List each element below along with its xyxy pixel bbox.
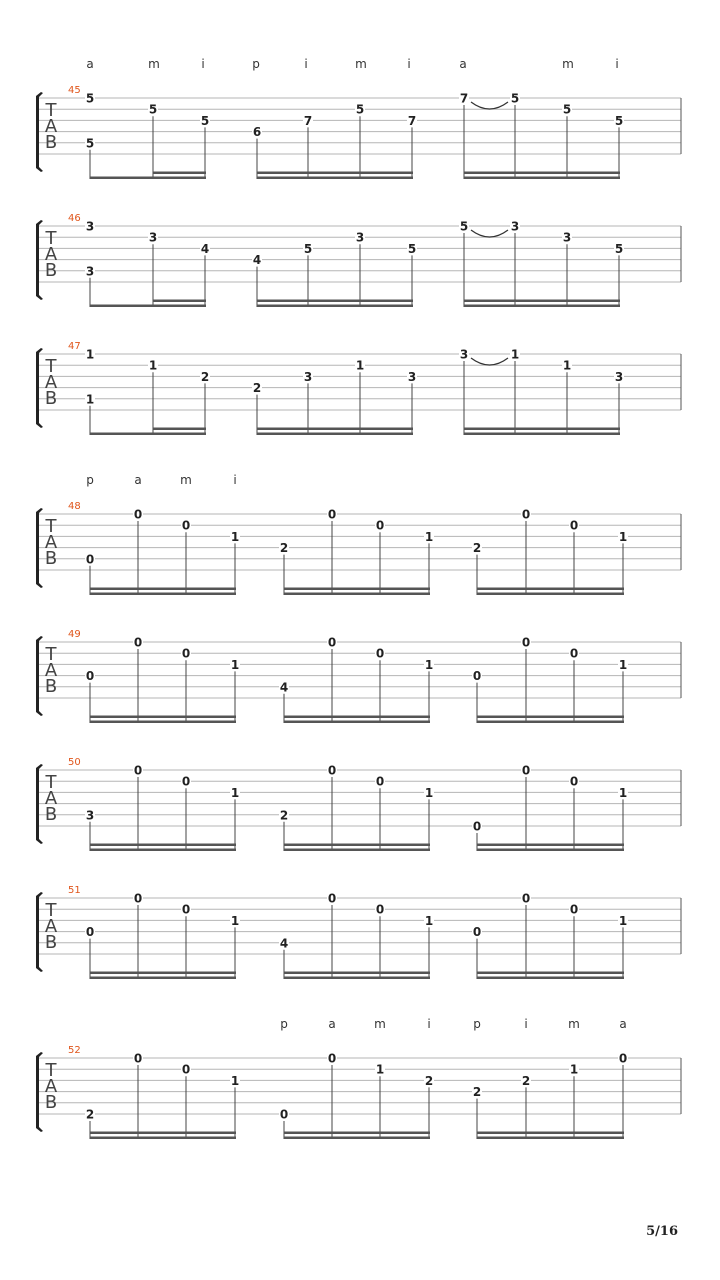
- tab-clef-letter: B: [44, 804, 58, 825]
- beam-secondary: [284, 716, 430, 719]
- tab-system: [36, 629, 681, 723]
- tie-arc: [471, 230, 508, 237]
- fret-number: 1: [230, 1073, 240, 1088]
- fret-number: 1: [618, 529, 628, 544]
- measure-number: 45: [68, 85, 81, 96]
- fingering-letter: i: [524, 1017, 528, 1031]
- fret-number: 5: [303, 241, 313, 256]
- fingering-letter: i: [201, 57, 205, 71]
- tab-clef-letter: B: [44, 132, 58, 153]
- fingering-letter: m: [355, 57, 367, 71]
- fret-number: 1: [510, 347, 520, 362]
- beam-secondary: [284, 588, 430, 591]
- fret-number: 7: [303, 113, 313, 128]
- fret-number: 0: [521, 891, 531, 906]
- beam-primary: [477, 593, 624, 596]
- fingering-letter: m: [180, 473, 192, 487]
- fret-number: 0: [85, 925, 95, 940]
- beam-secondary: [477, 588, 624, 591]
- beam-primary: [477, 849, 624, 852]
- fingering-letter: a: [619, 1017, 627, 1031]
- fret-number: 3: [85, 264, 95, 279]
- fingering-letter: a: [328, 1017, 336, 1031]
- fret-number: 0: [181, 518, 191, 533]
- fret-number: 5: [562, 102, 572, 117]
- beam-primary: [477, 977, 624, 980]
- beam-secondary: [90, 716, 236, 719]
- beam-secondary: [257, 172, 413, 175]
- fret-number: 0: [85, 669, 95, 684]
- fret-number: 7: [459, 91, 469, 106]
- beam-secondary: [153, 428, 206, 431]
- fret-number: 3: [148, 230, 158, 245]
- tab-clef-letter: T: [45, 100, 57, 121]
- fret-number: 4: [279, 680, 289, 695]
- fret-number: 0: [181, 902, 191, 917]
- beam-secondary: [153, 300, 206, 303]
- fret-number: 0: [472, 669, 482, 684]
- beam-secondary: [477, 1132, 624, 1135]
- beam-primary: [477, 721, 624, 724]
- tab-clef-letter: A: [44, 916, 58, 937]
- tie-arc: [471, 102, 508, 109]
- fret-number: 1: [230, 529, 240, 544]
- beam-secondary: [464, 428, 620, 431]
- fret-number: 1: [618, 913, 628, 928]
- tab-clef-letter: T: [45, 644, 57, 665]
- beam-primary: [464, 433, 620, 436]
- beam-secondary: [464, 172, 620, 175]
- measure-number: 46: [68, 213, 81, 224]
- tab-clef-letter: T: [45, 516, 57, 537]
- tab-clef-letter: A: [44, 660, 58, 681]
- beam-primary: [90, 593, 236, 596]
- beam-primary: [257, 177, 413, 180]
- fret-number: 5: [355, 102, 365, 117]
- fret-number: 2: [521, 1073, 531, 1088]
- beam-primary: [284, 721, 430, 724]
- beam-primary: [90, 433, 206, 436]
- fingering-letter: i: [427, 1017, 431, 1031]
- tab-clef-letter: A: [44, 1076, 58, 1097]
- fret-number: 1: [230, 657, 240, 672]
- beam-secondary: [90, 1132, 236, 1135]
- beam-primary: [90, 305, 206, 308]
- beam-secondary: [257, 428, 413, 431]
- beam-secondary: [257, 300, 413, 303]
- fret-number: 1: [230, 913, 240, 928]
- beam-secondary: [284, 972, 430, 975]
- tab-system: [36, 213, 681, 307]
- fret-number: 5: [614, 241, 624, 256]
- fret-number: 4: [200, 241, 210, 256]
- fret-number: 2: [200, 369, 210, 384]
- tab-clef-letter: B: [44, 1092, 58, 1113]
- fret-number: 2: [424, 1073, 434, 1088]
- fret-number: 4: [252, 253, 262, 268]
- fret-number: 1: [618, 657, 628, 672]
- fret-number: 0: [472, 925, 482, 940]
- fret-number: 2: [85, 1107, 95, 1122]
- fret-number: 3: [85, 808, 95, 823]
- fingering-letter: a: [134, 473, 142, 487]
- fret-number: 0: [472, 819, 482, 834]
- fingering-letter: m: [568, 1017, 580, 1031]
- beam-secondary: [90, 588, 236, 591]
- page-number: 5/16: [646, 1224, 678, 1239]
- fret-number: 0: [375, 518, 385, 533]
- beam-primary: [90, 177, 206, 180]
- fret-number: 5: [510, 91, 520, 106]
- beam-secondary: [284, 844, 430, 847]
- fret-number: 2: [279, 541, 289, 556]
- fingering-letter: i: [304, 57, 308, 71]
- fret-number: 1: [375, 1062, 385, 1077]
- tab-clef-letter: T: [45, 900, 57, 921]
- tab-clef-letter: B: [44, 676, 58, 697]
- fret-number: 0: [279, 1107, 289, 1122]
- tab-system: [36, 57, 681, 179]
- tab-clef-letter: B: [44, 932, 58, 953]
- beam-secondary: [464, 300, 620, 303]
- fret-number: 1: [424, 785, 434, 800]
- fret-number: 0: [618, 1051, 628, 1066]
- tab-system: [36, 1017, 681, 1139]
- fret-number: 5: [200, 113, 210, 128]
- fingering-letter: i: [233, 473, 237, 487]
- beam-secondary: [284, 1132, 430, 1135]
- beam-primary: [257, 305, 413, 308]
- fret-number: 1: [355, 358, 365, 373]
- beam-primary: [284, 593, 430, 596]
- fret-number: 5: [148, 102, 158, 117]
- tab-clef-letter: A: [44, 372, 58, 393]
- fret-number: 1: [562, 358, 572, 373]
- fret-number: 0: [133, 1051, 143, 1066]
- fret-number: 0: [569, 646, 579, 661]
- tab-system: [36, 885, 681, 979]
- fret-number: 1: [618, 785, 628, 800]
- tie-arc: [471, 358, 508, 365]
- beam-primary: [90, 849, 236, 852]
- fingering-letter: i: [615, 57, 619, 71]
- fret-number: 1: [569, 1062, 579, 1077]
- tab-clef-letter: T: [45, 772, 57, 793]
- beam-primary: [464, 305, 620, 308]
- fingering-letter: p: [280, 1017, 288, 1031]
- fret-number: 1: [85, 392, 95, 407]
- fret-number: 1: [424, 913, 434, 928]
- fret-number: 2: [279, 808, 289, 823]
- fret-number: 0: [181, 774, 191, 789]
- fret-number: 0: [375, 774, 385, 789]
- fret-number: 2: [472, 541, 482, 556]
- fingering-letter: p: [252, 57, 260, 71]
- measure-number: 52: [68, 1045, 81, 1056]
- tab-clef-letter: A: [44, 788, 58, 809]
- beam-primary: [284, 977, 430, 980]
- fret-number: 0: [569, 902, 579, 917]
- fret-number: 1: [424, 657, 434, 672]
- fret-number: 3: [459, 347, 469, 362]
- beam-primary: [284, 1137, 430, 1140]
- fret-number: 0: [569, 774, 579, 789]
- tab-clef-letter: B: [44, 260, 58, 281]
- fret-number: 0: [133, 891, 143, 906]
- fret-number: 0: [85, 552, 95, 567]
- fret-number: 0: [375, 902, 385, 917]
- fret-number: 0: [133, 635, 143, 650]
- fret-number: 3: [355, 230, 365, 245]
- tab-system: [36, 473, 681, 595]
- fret-number: 0: [327, 891, 337, 906]
- measure-number: 48: [68, 501, 81, 512]
- beam-primary: [284, 849, 430, 852]
- beam-secondary: [153, 172, 206, 175]
- fret-number: 0: [521, 635, 531, 650]
- tab-clef-letter: T: [45, 228, 57, 249]
- fret-number: 1: [148, 358, 158, 373]
- fingering-letter: m: [562, 57, 574, 71]
- tab-clef-letter: T: [45, 356, 57, 377]
- beam-primary: [90, 977, 236, 980]
- measure-number: 47: [68, 341, 81, 352]
- fret-number: 3: [303, 369, 313, 384]
- fret-number: 5: [85, 136, 95, 151]
- tab-system: [36, 757, 681, 851]
- fret-number: 0: [521, 763, 531, 778]
- fret-number: 0: [327, 1051, 337, 1066]
- fret-number: 1: [230, 785, 240, 800]
- measure-number: 49: [68, 629, 81, 640]
- tab-system: [36, 341, 681, 435]
- tab-systems: [36, 57, 681, 1139]
- fret-number: 1: [85, 347, 95, 362]
- beam-primary: [257, 433, 413, 436]
- fret-number: 4: [279, 936, 289, 951]
- fret-number: 5: [407, 241, 417, 256]
- fingering-letter: i: [407, 57, 411, 71]
- fingering-letter: a: [86, 57, 94, 71]
- fret-number: 0: [181, 646, 191, 661]
- tab-clef-letter: B: [44, 388, 58, 409]
- tab-clef-letter: T: [45, 1060, 57, 1081]
- fingering-letter: p: [473, 1017, 481, 1031]
- fret-number: 5: [85, 91, 95, 106]
- beam-secondary: [90, 844, 236, 847]
- fret-number: 7: [407, 113, 417, 128]
- fret-number: 0: [181, 1062, 191, 1077]
- fret-number: 0: [133, 507, 143, 522]
- beam-primary: [477, 1137, 624, 1140]
- fret-number: 3: [510, 219, 520, 234]
- tab-clef-letter: A: [44, 244, 58, 265]
- beam-primary: [90, 721, 236, 724]
- fret-number: 0: [327, 507, 337, 522]
- beam-secondary: [90, 972, 236, 975]
- fret-number: 0: [327, 763, 337, 778]
- tab-clef-letter: A: [44, 116, 58, 137]
- fret-number: 0: [133, 763, 143, 778]
- fret-number: 2: [252, 381, 262, 396]
- fret-number: 0: [327, 635, 337, 650]
- fingering-letter: m: [148, 57, 160, 71]
- fret-number: 3: [85, 219, 95, 234]
- fret-number: 5: [614, 113, 624, 128]
- tab-clef-letter: A: [44, 532, 58, 553]
- fret-number: 3: [407, 369, 417, 384]
- fret-number: 0: [375, 646, 385, 661]
- measure-number: 50: [68, 757, 81, 768]
- fret-number: 5: [459, 219, 469, 234]
- fingering-letter: p: [86, 473, 94, 487]
- fret-number: 1: [424, 529, 434, 544]
- fret-number: 0: [521, 507, 531, 522]
- beam-primary: [464, 177, 620, 180]
- fingering-letter: a: [459, 57, 467, 71]
- fret-number: 2: [472, 1085, 482, 1100]
- fret-number: 3: [562, 230, 572, 245]
- fingering-letter: m: [374, 1017, 386, 1031]
- beam-primary: [90, 1137, 236, 1140]
- beam-secondary: [477, 844, 624, 847]
- tab-clef-letter: B: [44, 548, 58, 569]
- beam-secondary: [477, 716, 624, 719]
- fret-number: 6: [252, 125, 262, 140]
- fret-number: 0: [569, 518, 579, 533]
- measure-number: 51: [68, 885, 81, 896]
- fret-number: 3: [614, 369, 624, 384]
- beam-secondary: [477, 972, 624, 975]
